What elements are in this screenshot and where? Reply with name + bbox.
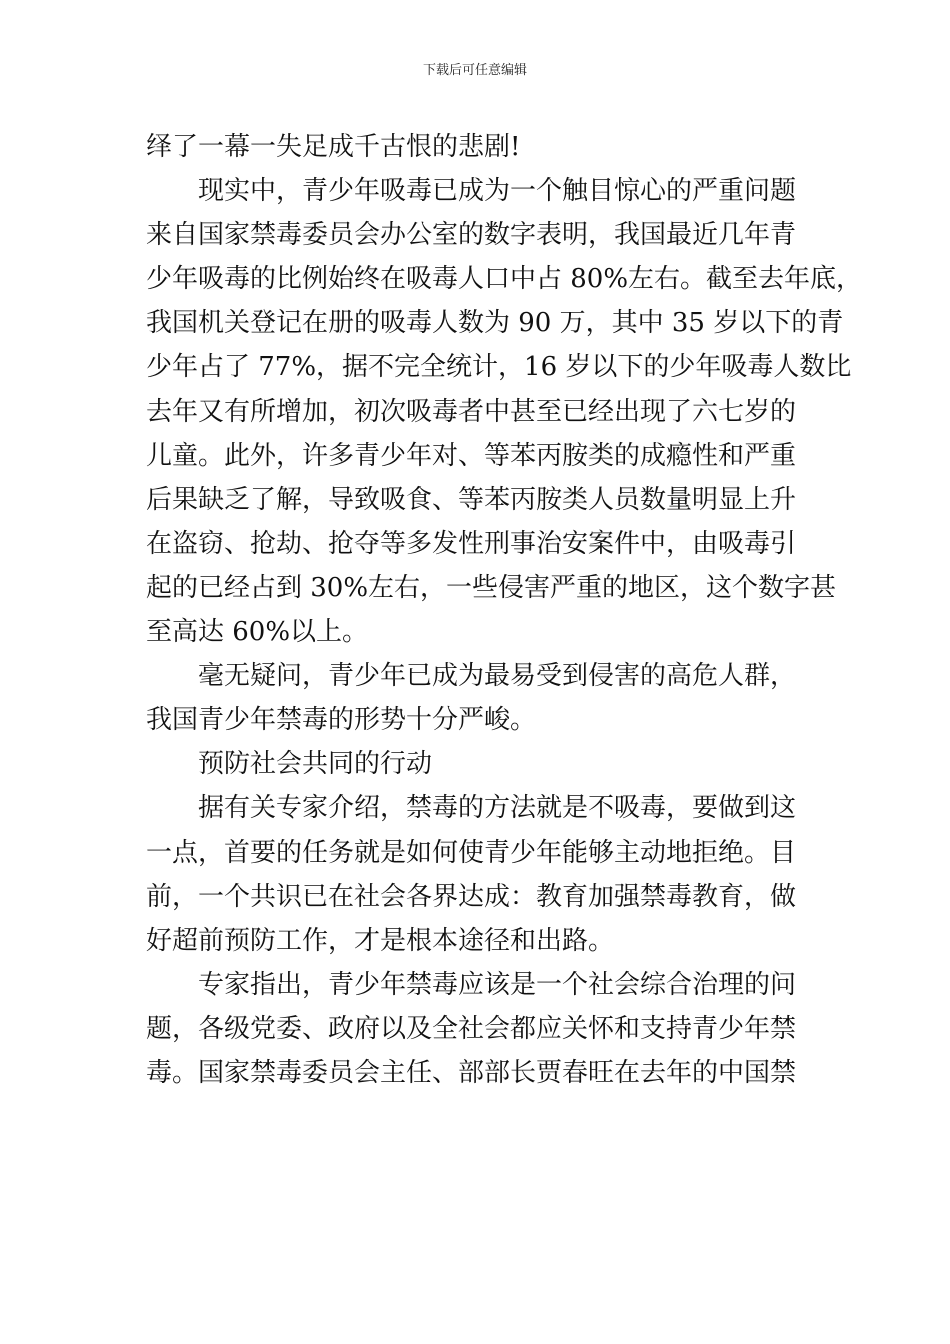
text-line: 前，一个共识已在社会各界达成：教育加强禁毒教育，做 — [146, 881, 797, 912]
header-text: 下载后可任意编辑 — [422, 63, 527, 78]
paragraph-expert-intro — [146, 786, 816, 962]
text-line: 绎了一幕一失足成千古恨的悲剧! — [146, 132, 521, 162]
text-line: 来自国家禁毒委员会办公室的数字表明，我国最近几年青 — [146, 220, 797, 251]
text-line: 后果缺乏了解，导致吸食、等苯丙胺类人员数量明显上升 — [146, 484, 797, 515]
section-heading-text: 预防社会共同的行动 — [198, 749, 433, 780]
text-line: 据有关专家介绍，禁毒的方法就是不吸毒，要做到这 — [198, 793, 797, 824]
paragraph-expert-opinion — [146, 963, 816, 1095]
paragraph-conclusion — [146, 654, 816, 742]
text-line: 至高达 60%以上。 — [146, 617, 369, 648]
text-line: 少年占了 77%，据不完全统计，16 岁以下的少年吸毒人数比 — [146, 352, 852, 383]
text-line: 题，各级党委、政府以及全社会都应关怀和支持青少年禁 — [146, 1013, 797, 1044]
text-line: 去年又有所增加，初次吸毒者中甚至已经出现了六七岁的 — [146, 396, 797, 427]
text-line: 起的已经占到 30%左右，一些侵害严重的地区，这个数字甚 — [146, 572, 837, 603]
text-line: 我国青少年禁毒的形势十分严峻。 — [146, 705, 537, 736]
text-line: 在盗窃、抢劫、抢夺等多发性刑事治安案件中，由吸毒引 — [146, 528, 797, 559]
text-line: 我国机关登记在册的吸毒人数为 90 万，其中 35 岁以下的青 — [146, 308, 844, 339]
text-line: 少年吸毒的比例始终在吸毒人口中占 80%左右。截至去年底， — [146, 264, 863, 295]
document-body — [146, 125, 863, 1095]
page-header — [0, 62, 950, 80]
text-line: 儿童。此外，许多青少年对、等苯丙胺类的成瘾性和严重 — [146, 440, 797, 471]
text-line: 专家指出，青少年禁毒应该是一个社会综合治理的问 — [198, 969, 797, 1000]
paragraph-continuation — [146, 125, 816, 169]
text-line: 一点，首要的任务就是如何使青少年能够主动地拒绝。目 — [146, 837, 797, 868]
text-line: 毫无疑问，青少年已成为最易受到侵害的高危人群， — [198, 661, 797, 692]
paragraph-statistics — [146, 169, 863, 654]
text-line: 好超前预防工作，才是根本途径和出路。 — [146, 925, 615, 956]
section-heading — [146, 742, 816, 786]
text-line: 现实中，青少年吸毒已成为一个触目惊心的严重问题 — [198, 176, 797, 207]
text-line: 毒。国家禁毒委员会主任、部部长贾春旺在去年的中国禁 — [146, 1057, 797, 1088]
